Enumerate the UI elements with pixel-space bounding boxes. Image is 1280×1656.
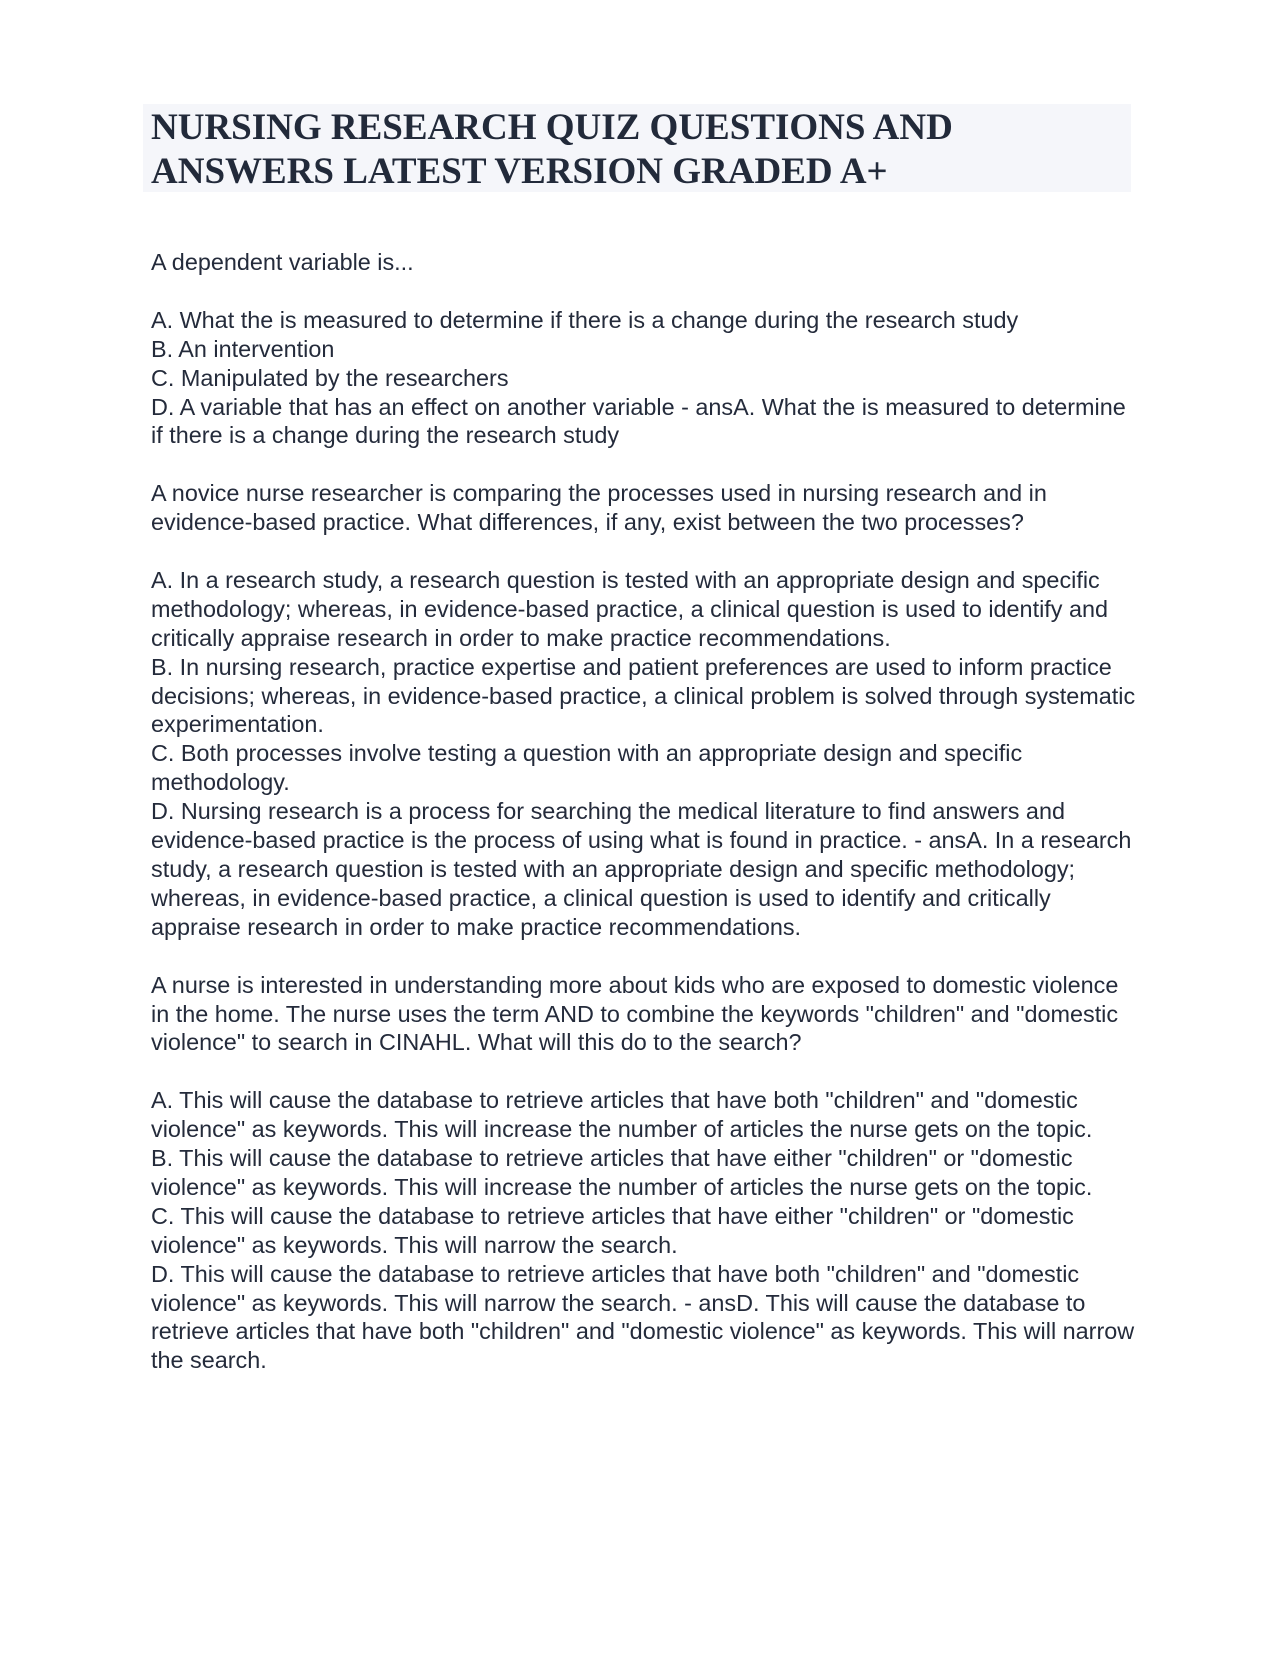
answer-option: A. In a research study, a research question is tested with an appropriate design and specific methodology; whereas, in evidence-based practice, a clinical question is used to identify and critically appraise research in order to make practice recommendations. (151, 566, 1108, 651)
answer-option: B. An intervention (151, 335, 335, 362)
document-title: NURSING RESEARCH QUIZ QUESTIONS AND ANSWERS LATEST VERSION GRADED A+ (151, 107, 953, 192)
answer-option: D. A variable that has an effect on another variable - ansA. What the is measured to determine if there is a change during the research study (151, 393, 1126, 449)
answer-option: D. This will cause the database to retrieve articles that have both "children" and "domestic violence" as keywords. This will narrow the search. - ansD. This will cause the database to retrieve articles that have both "children" and "domestic violence" as keywords. This will narrow the search. (151, 1260, 1135, 1374)
question-stem: A nurse is interested in understanding more about kids who are exposed to domestic violence in the home. The nurse uses the term AND to combine the keywords "children" and "domestic violence" to search in CINAHL. What will this do to the search? (151, 971, 1119, 1056)
answer-option: A. What the is measured to determine if there is a change during the research study (151, 306, 1019, 333)
answer-option: C. Both processes involve testing a question with an appropriate design and specific methodology. (151, 740, 1023, 796)
question-block (151, 248, 1136, 450)
question-stem: A dependent variable is... (151, 249, 414, 275)
question-stem: A novice nurse researcher is comparing the processes used in nursing research and in evidence-based practice. What differences, if any, exist between the two processes? (151, 480, 1047, 536)
answer-option: C. This will cause the database to retrieve articles that have either "children" or "domestic violence" as keywords. This will narrow the search. (151, 1202, 1074, 1258)
answer-option: C. Manipulated by the researchers (151, 364, 509, 391)
answer-option: B. In nursing research, practice expertise and patient preferences are used to inform practice decisions; whereas, in evidence-based practice, a clinical problem is solved through systematic experimentation. (151, 653, 1136, 738)
question-block (151, 479, 1136, 941)
answer-option: A. This will cause the database to retrieve articles that have both "children" and "domestic violence" as keywords. This will increase the number of articles the nurse gets on the topic. (151, 1087, 1093, 1143)
question-block (151, 971, 1136, 1376)
answer-option: D. Nursing research is a process for searching the medical literature to find answers and evidence-based practice is the process of using what is found in practice. - ansA. In a research study, a research question is tested with an appropriate design and specific methodology; whereas, in evidence-based practice, a clinical question is used to identify and critically appraise research in order to make practice recommendations. (151, 798, 1132, 940)
document-body (151, 248, 1136, 1375)
answer-option: B. This will cause the database to retrieve articles that have either "children" or "domestic violence" as keywords. This will increase the number of articles the nurse gets on the topic. (151, 1145, 1093, 1200)
